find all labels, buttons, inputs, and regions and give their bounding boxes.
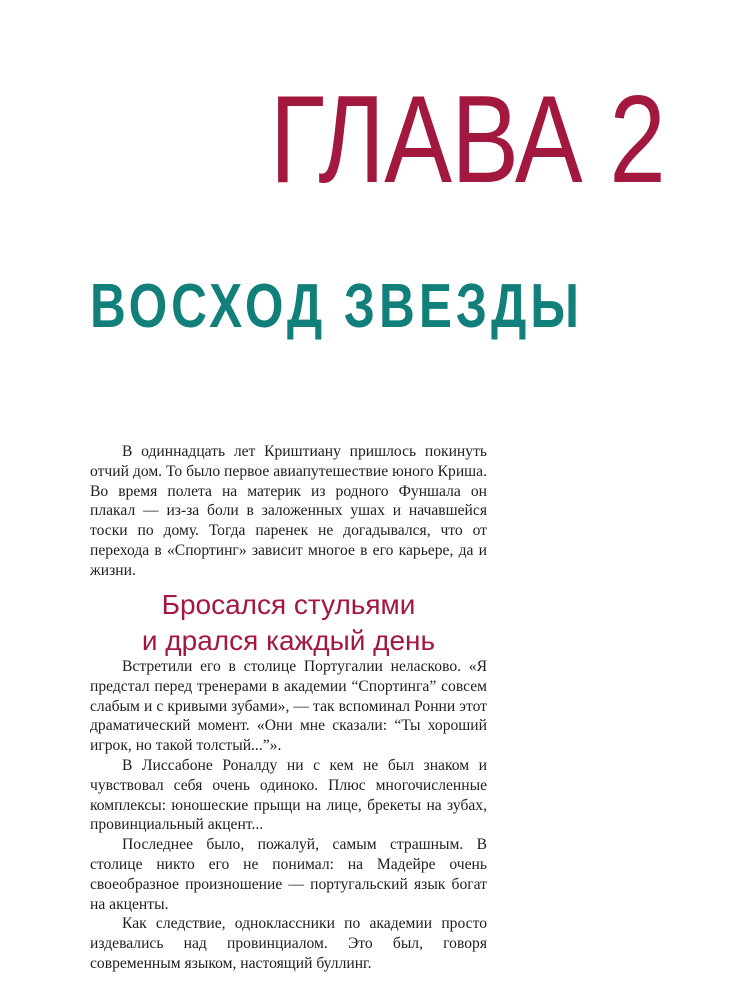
body-paragraph: Как следствие, одноклассники по академии просто издевались над провинциалом. Это был, говоря современным языком, настоящий буллинг. [90, 915, 487, 972]
intro-paragraph: В одиннадцать лет Криштиану пришлось покинуть отчий дом. То было первое авиапутешествие юного Криша. Во время полета на материк из родного Фуншала он плакал — из-за боли в заложенных ушах и начавшейся тоски по дому. Тогда паренек не догадывался, что от перехода в «Спортинг» зависит многое в его карьере, да и жизни. [90, 443, 487, 579]
section-body [90, 657, 487, 974]
body-paragraph: Встретили его в столице Португалии неласково. «Я предстал перед тренерами в академии “Спортинга” совсем слабым и с кривыми зубами», — так вспоминал Ронни этот драматический момент. «Они мне сказали: “Ты хороший игрок, но такой толстый...”». [90, 658, 487, 755]
body-paragraph: Последнее было, пожалуй, самым страшным. В столице никто его не понимал: на Мадейре очень своеобразное произношение — португальский язык богат на акценты. [90, 836, 487, 913]
chapter-title: ВОСХОД ЗВЕЗДЫ [90, 272, 583, 341]
chapter-number: ГЛАВА 2 [269, 71, 665, 209]
intro-text [90, 442, 487, 581]
body-paragraph: В Лиссабоне Роналду ни с кем не был знаком и чувствовал себя очень одиноко. Плюс многочисленные комплексы: юношеские прыщи на лице, брекеты на зубах, провинциальный акцент... [90, 756, 487, 834]
section-heading [90, 587, 487, 659]
section-heading-line: Бросался стульями [161, 589, 416, 620]
section-heading-line: и дрался каждый день [141, 625, 436, 656]
